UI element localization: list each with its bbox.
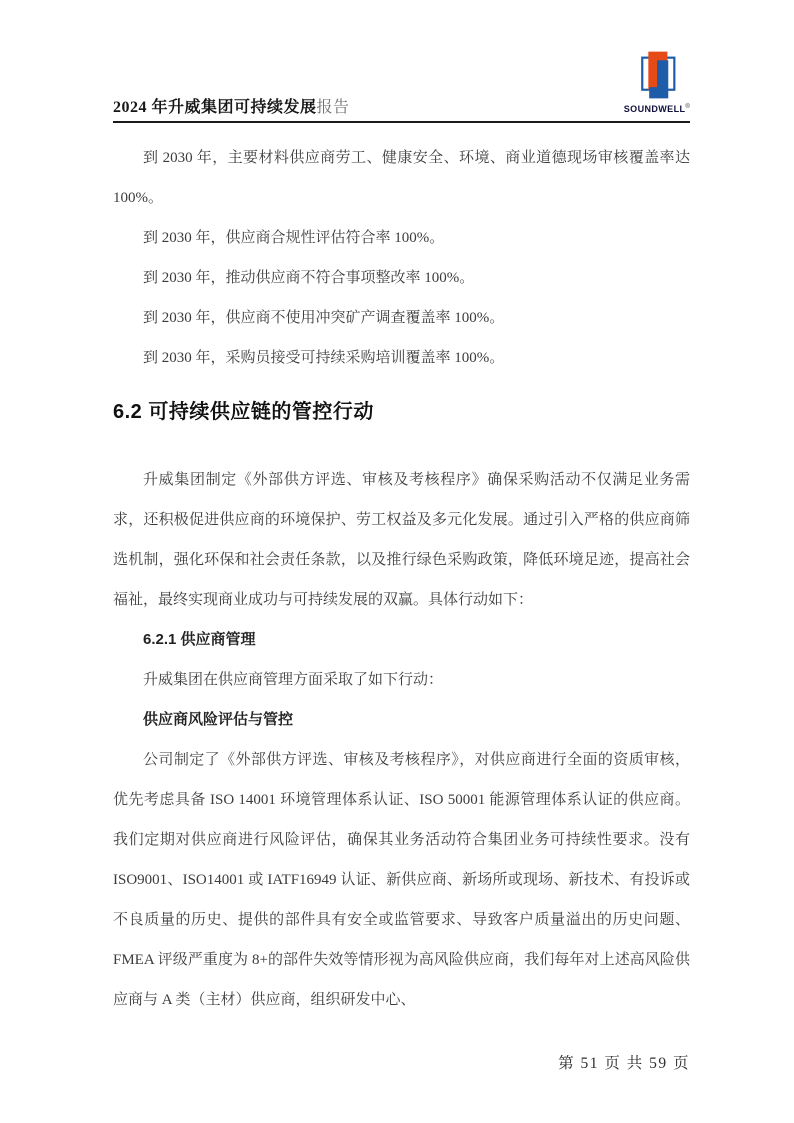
block-body-paragraph: 公司制定了《外部供方评选、审核及考核程序》，对供应商进行全面的资质审核，优先考虑具备 ISO 14001 环境管理体系认证、ISO 50001 能源管理体系认证的供应商。我们定期对供应商进行风险评估，确保其业务活动符合集团业务可持续性要求。没有 ISO9001、ISO14001 或 IATF16949 认证、新供应商、新场所或现场、新技术、有投诉或不良质量的历史、提供的部件具有安全或监管要求、导致客户质量溢出的历史问题、FMEA 评级严重度为 8+的部件失效等情形视为高风险供应商，我们每年对上述高风险供应商与 A 类（主材）供应商，组织研发中心、: [113, 752, 690, 1008]
subsection-intro-paragraph: 升威集团在供应商管理方面采取了如下行动：: [143, 672, 444, 688]
soundwell-logo: [620, 47, 694, 114]
document-body: [113, 138, 690, 1020]
section-intro-paragraph: 升威集团制定《外部供方评选、审核及考核程序》确保采购活动不仅满足业务需求，还积极促进供应商的环境保护、劳工权益及多元化发展。通过引入严格的供应商筛选机制，强化环保和社会责任条款，以及推行绿色采购政策，降低环境足迹，提高社会福祉，最终实现商业成功与可持续发展的双赢。具体行动如下：: [113, 472, 690, 608]
block-heading: 供应商风险评估与管控: [143, 711, 294, 728]
page-header: [113, 0, 690, 123]
goal-paragraph-4: 到 2030 年，供应商不使用冲突矿产调查覆盖率 100%。: [143, 310, 505, 326]
report-title: [113, 94, 350, 117]
page-footer: [558, 1051, 690, 1073]
goal-paragraph-5: 到 2030 年，采购员接受可持续采购培训覆盖率 100%。: [143, 350, 505, 366]
report-title-suffix: 报告: [316, 99, 350, 116]
brand-name: SOUNDWELL®: [623, 104, 691, 114]
goal-paragraph-3: 到 2030 年，推动供应商不符合事项整改率 100%。: [143, 270, 475, 286]
section-heading: 6.2 可持续供应链的管控行动: [113, 401, 374, 423]
goal-paragraph-2: 到 2030 年，供应商合规性评估符合率 100%。: [143, 230, 445, 246]
registered-trademark-icon: ®: [685, 104, 691, 110]
soundwell-logo-icon: [631, 47, 683, 103]
report-title-main: 2024 年升威集团可持续发展: [113, 99, 317, 116]
page-number: 第 51 页 共 59 页: [558, 1055, 690, 1072]
goal-paragraph-1: 到 2030 年，主要材料供应商劳工、健康安全、环境、商业道德现场审核覆盖率达 100%。: [113, 150, 690, 206]
subsection-heading: 6.2.1 供应商管理: [143, 631, 256, 648]
